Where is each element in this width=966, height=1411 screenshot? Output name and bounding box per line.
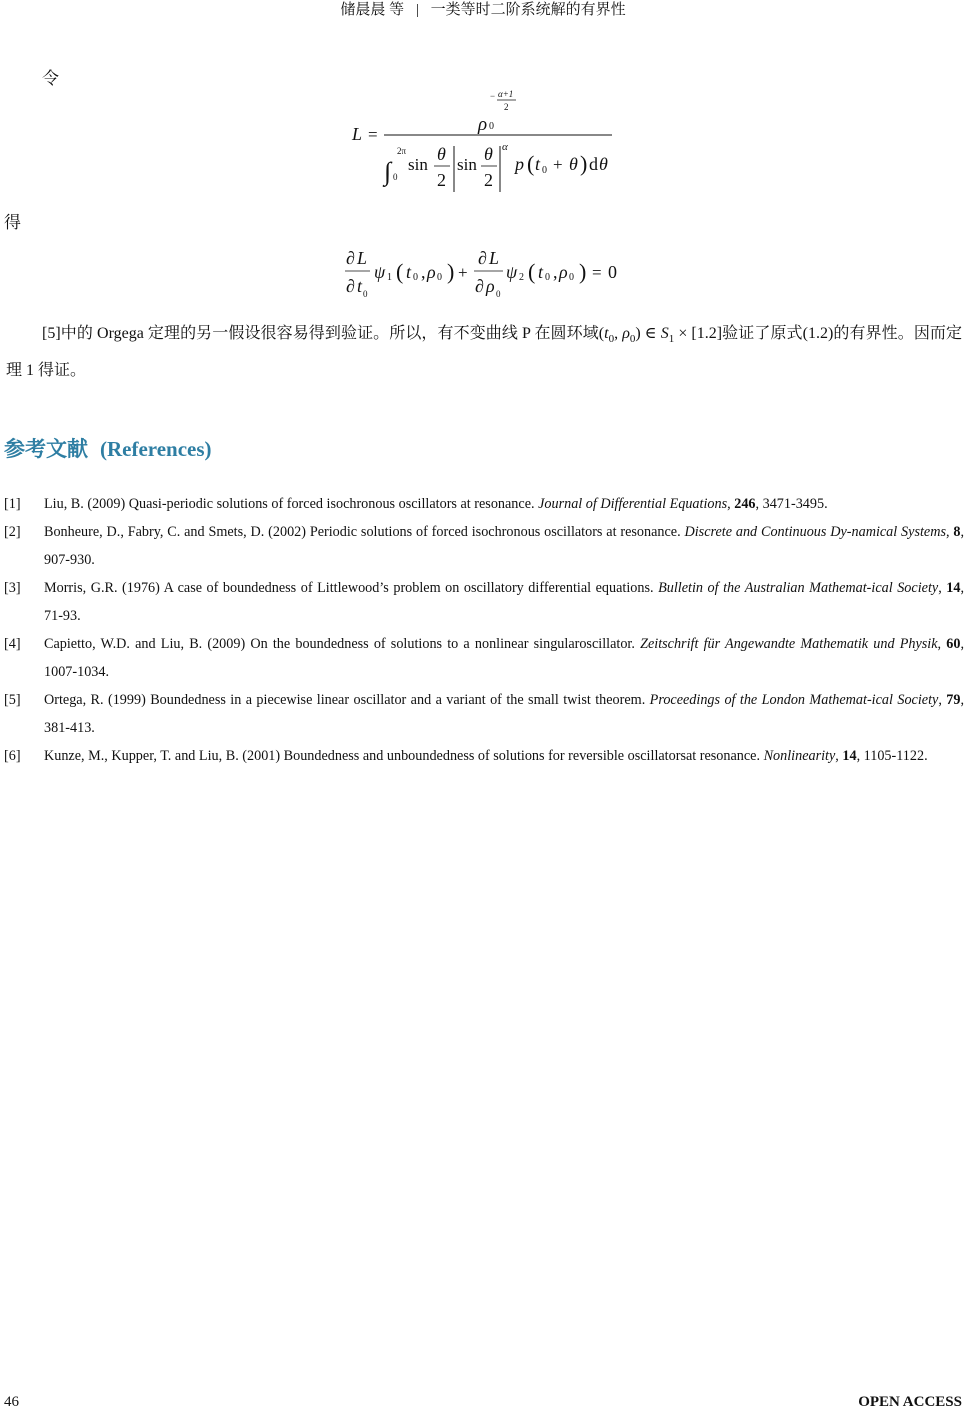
eq1-two-2: 2 [484,170,493,190]
eq2-lparen-1: ( [396,259,404,284]
reference-sep: , [727,496,735,512]
reference-sep: , [937,636,947,652]
reference-journal: Nonlinearity [763,748,836,764]
reference-volume: 79 [946,692,961,708]
reference-volume: 14 [842,748,857,764]
eq2-equals: = [592,263,602,282]
eq1-lparen: ( [527,151,535,176]
reference-volume: 246 [734,496,756,512]
eq2-rparen-1: ) [447,259,455,284]
eq2-lparen-2: ( [528,259,536,284]
eq1-d: d [589,154,598,174]
reference-journal: Proceedings of the London Mathemat-ical Society [649,692,939,708]
reference-volume: 14 [946,580,961,596]
para-text-c: × [1.2]验证了原式(1.2)的有界性。因而定理 1 得证。 [6,325,963,380]
reference-pages: , 3471-3495. [755,496,828,512]
eq2-t-sub-3: 0 [545,272,550,283]
header-separator: | [415,2,419,18]
reference-number: [1] [4,496,21,512]
eq2-partial-4: ∂ [475,276,484,296]
eq2-psi-2: ψ [506,262,518,282]
eq2-comma-1: , [421,262,426,282]
eq1-L: L [352,124,363,144]
reference-text: Morris, G.R. (1976) A case of boundedness of Littlewood’s problem on oscillatory differential equations. [44,580,659,596]
eq2-partial-1: ∂ [346,248,355,268]
eq2-t-sub-1: 0 [363,289,368,299]
reference-pages: , 907-930. [44,524,965,568]
reference-pages: , 381-413. [44,692,965,736]
reference-text: Bonheure, D., Fabry, C. and Smets, D. (2002) Periodic solutions of forced isochronous oscillators at resonance. [44,524,685,540]
let-label: 令 [42,69,59,88]
reference-journal: Zeitschrift für Angewandte Mathematik und Physik [640,636,938,652]
reference-number: [5] [4,692,21,708]
para-t-sub: 0 [608,333,615,346]
para-comma: , [614,325,623,342]
eq1-theta-1: θ [437,144,446,164]
eq2-rho-sub-1: 0 [437,272,442,283]
para-S: S [660,325,669,342]
reference-item [4,686,964,742]
para-rho: ρ [622,325,630,342]
eq2-t-3: t [538,262,544,282]
conclusion-paragraph [6,318,962,386]
para-t: t [604,325,609,342]
eq1-t-sub: 0 [542,165,547,176]
eq1-t: t [535,154,541,174]
eq1-theta-2: θ [484,144,493,164]
eq2-t-1: t [357,276,363,296]
obtain-label: 得 [4,213,21,232]
eq2-comma-2: , [553,262,558,282]
eq1-exp-num: α+1 [498,89,514,99]
eq2-rho-3: ρ [559,262,568,282]
equation-L-definition [340,88,630,198]
reference-number: [2] [4,524,21,540]
eq1-rparen: ) [580,151,588,176]
eq1-equals: = [368,125,378,144]
eq2-rho-sub-3: 0 [569,272,574,283]
eq2-partial-2: ∂ [346,276,355,296]
page-number: 46 [4,1394,19,1410]
eq1-plus: + [553,155,563,174]
eq2-rho-sub-2: 0 [496,289,501,299]
eq2-plus: + [458,263,468,282]
eq2-psi-1: ψ [374,262,386,282]
reference-number: [6] [4,748,21,764]
reference-sep: , [835,748,843,764]
eq2-t-2: t [406,262,412,282]
eq1-rho: ρ [478,114,488,135]
eq2-rho-2: ρ [486,276,495,296]
reference-volume: 60 [946,636,961,652]
reference-text: Ortega, R. (1999) Boundedness in a piecewise linear oscillator and a variant of the small twist theorem. [44,692,650,708]
eq1-theta-3: θ [569,154,578,174]
reference-pages: , 1105-1122. [856,748,928,764]
reference-number: [3] [4,580,21,596]
reference-pages: , 71-93. [44,580,965,624]
eq1-dtheta: θ [599,154,608,174]
reference-journal: Journal of Differential Equations [538,496,728,512]
eq1-p: p [515,154,524,174]
references-heading-en: (References) [100,437,212,461]
eq1-exp-den: 2 [504,102,509,112]
eq1-int-upper: 2π [397,146,407,156]
para-S-sub: 1 [668,333,675,346]
reference-pages: , 1007-1034. [44,636,964,680]
running-header [0,0,966,20]
reference-item [4,574,964,630]
reference-item [4,518,964,574]
equation-partial-derivatives [340,242,630,304]
eq1-exp-minus: − [490,91,496,101]
eq1-sin-1: sin [408,155,428,174]
eq2-zero: 0 [608,262,617,282]
header-title: 一类等时二阶系统解的有界性 [430,2,626,18]
para-rho-sub: 0 [629,333,636,346]
para-text-b: ) ∈ [635,325,661,342]
eq1-alpha: α [502,141,508,153]
reference-sep: , [938,580,947,596]
eq2-psi-sub-1: 1 [387,272,392,283]
reference-item [4,490,964,518]
open-access-label: OPEN ACCESS [858,1394,962,1410]
reference-text: Liu, B. (2009) Quasi-periodic solutions of forced isochronous oscillators at resonance. [44,496,539,512]
eq2-psi-sub-2: 2 [519,272,524,283]
reference-number: [4] [4,636,21,652]
eq1-two-1: 2 [437,170,446,190]
reference-sep: , [945,524,954,540]
reference-journal: Bulletin of the Australian Mathemat-ical Society [658,580,939,596]
eq2-L-2: L [489,248,500,268]
references-heading [4,433,212,463]
eq2-partial-3: ∂ [478,248,487,268]
reference-journal: Discrete and Continuous Dy-namical Systems [684,524,946,540]
eq2-L-1: L [357,248,368,268]
eq2-rho-1: ρ [427,262,436,282]
eq1-sin-2: sin [457,155,477,174]
eq1-int-lower: 0 [393,172,398,182]
eq2-rparen-2: ) [579,259,587,284]
para-text-a: [5]中的 Orgega 定理的另一假设很容易得到验证。所以，有不变曲线 P 在圆环域( [42,325,605,342]
reference-item [4,630,964,686]
references-list [4,490,964,770]
eq1-integral: ∫ [384,157,392,186]
header-authors: 储晨晨 等 [340,2,405,18]
reference-sep: , [938,692,947,708]
eq2-t-sub-2: 0 [413,272,418,283]
eq1-rho-sub: 0 [489,121,494,132]
reference-text: Kunze, M., Kupper, T. and Liu, B. (2001) Boundedness and unboundedness of solutions for reversible oscillatorsat resonance. [44,748,764,764]
reference-item [4,742,964,770]
reference-volume: 8 [953,524,961,540]
references-heading-cn: 参考文献 [4,438,88,461]
reference-text: Capietto, W.D. and Liu, B. (2009) On the boundedness of solutions to a nonlinear singularoscillator. [44,636,641,652]
